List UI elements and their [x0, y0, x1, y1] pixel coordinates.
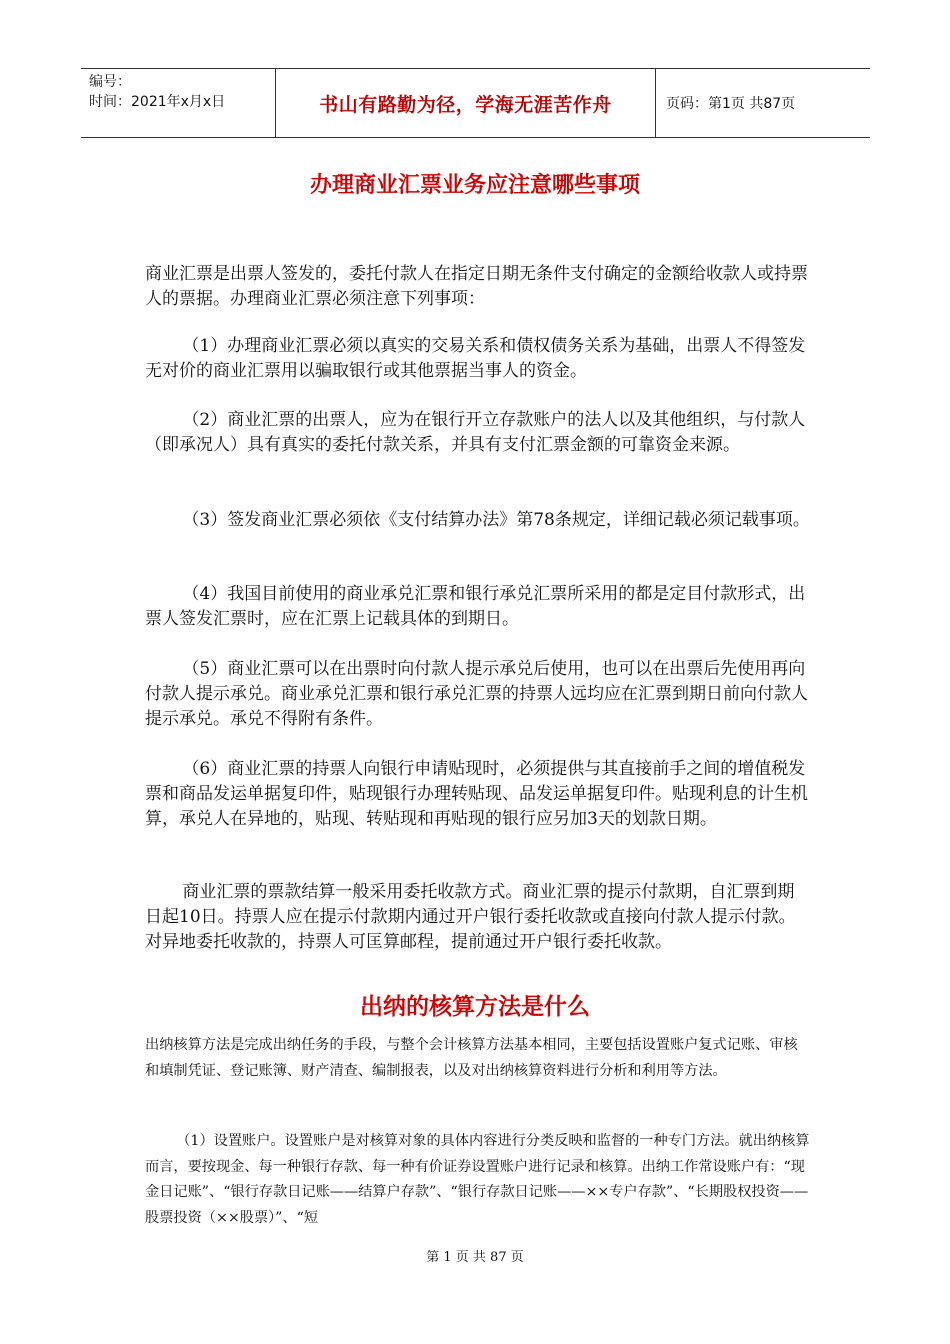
header-motto: 书山有路勤为径，学海无涯苦作舟 — [319, 93, 612, 116]
article1-intro: 商业汇票是出票人签发的，委托付款人在指定日期无条件支付确定的金额给收款人或持票人的票据。办理商业汇票必须注意下列事项： — [145, 264, 808, 309]
article1-item-6: （6）商业汇票的持票人向银行申请贴现时，必须提供与其直接前手之间的增值税发票和商品发运单据复印件，贴现银行办理转贴现、品发运单据复印件。贴现利息的计生机算，承兑人在异地的，贴现、转贴现和再贴现的银行应另加3天的划款日期。 — [145, 759, 808, 829]
page-footer: 第 1 页 共 87 页 — [426, 1250, 524, 1265]
article1-item-2: （2）商业汇票的出票人，应为在银行开立存款账户的法人以及其他组织，与付款人（即承况人）具有真实的委托付款关系，并具有支付汇票金额的可靠资金来源。 — [145, 410, 806, 455]
article1-title: 办理商业汇票业务应注意哪些事项 — [309, 173, 640, 198]
article1-item-1: （1）办理商业汇票必须以真实的交易关系和债权债务关系为基础，出票人不得签发无对价的商业汇票用以骗取银行或其他票据当事人的资金。 — [145, 336, 806, 381]
document-header — [81, 68, 870, 138]
article2-item-1: （1）设置账户。设置账户是对核算对象的具体内容进行分类反映和监督的一种专门方法。就出纳核算而言，要按现金、每一种银行存款、每一种有价证券设置账户进行记录和核算。出纳工作常设账户有：“现金日记账”、“银行存款日记账——结算户存款”、“银行存款日记账——××专户存款”、“长期股权投资——股票投资（××股票）”、“短 — [145, 1133, 810, 1226]
header-motto-cell — [276, 69, 656, 137]
article1-item-4: （4）我国目前使用的商业承兑汇票和银行承兑汇票所采用的都是定目付款形式，出票人签发汇票时，应在汇票上记载具体的到期日。 — [145, 584, 806, 629]
article2-intro: 出纳核算方法是完成出纳任务的手段，与整个会计核算方法基本相同，主要包括设置账户复式记账、审核和填制凭证、登记账簿、财产清查、编制报表，以及对出纳核算资料进行分析和利用等方法。 — [145, 1037, 798, 1079]
article2-title: 出纳的核算方法是什么 — [360, 994, 590, 1020]
article1-item-5: （5）商业汇票可以在出票时向付款人提示承兑后使用，也可以在出票后先使用再向付款人提示承兑。商业承兑汇票和银行承兑汇票的持票人远均应在汇票到期日前向付款人提示承兑。承兑不得附有条件。 — [145, 659, 808, 729]
header-page-info: 页码：第1页 共87页 — [666, 96, 796, 112]
article1-closing: 商业汇票的票款结算一般采用委托收款方式。商业汇票的提示付款期，自汇票到期日起10日。持票人应在提示付款期内通过开户银行委托收款或直接向付款人提示付款。对异地委托收款的，持票人可匡算邮程，提前通过开户银行委托收款。 — [145, 882, 796, 952]
serial-label: 编号： — [89, 74, 131, 90]
article1-item-3: （3）签发商业汇票必须依《支付结算办法》第78条规定，详细记载必须记载事项。 — [182, 510, 810, 530]
date-label: 时间：2021年x月x日 — [89, 94, 226, 110]
header-meta — [81, 69, 276, 137]
